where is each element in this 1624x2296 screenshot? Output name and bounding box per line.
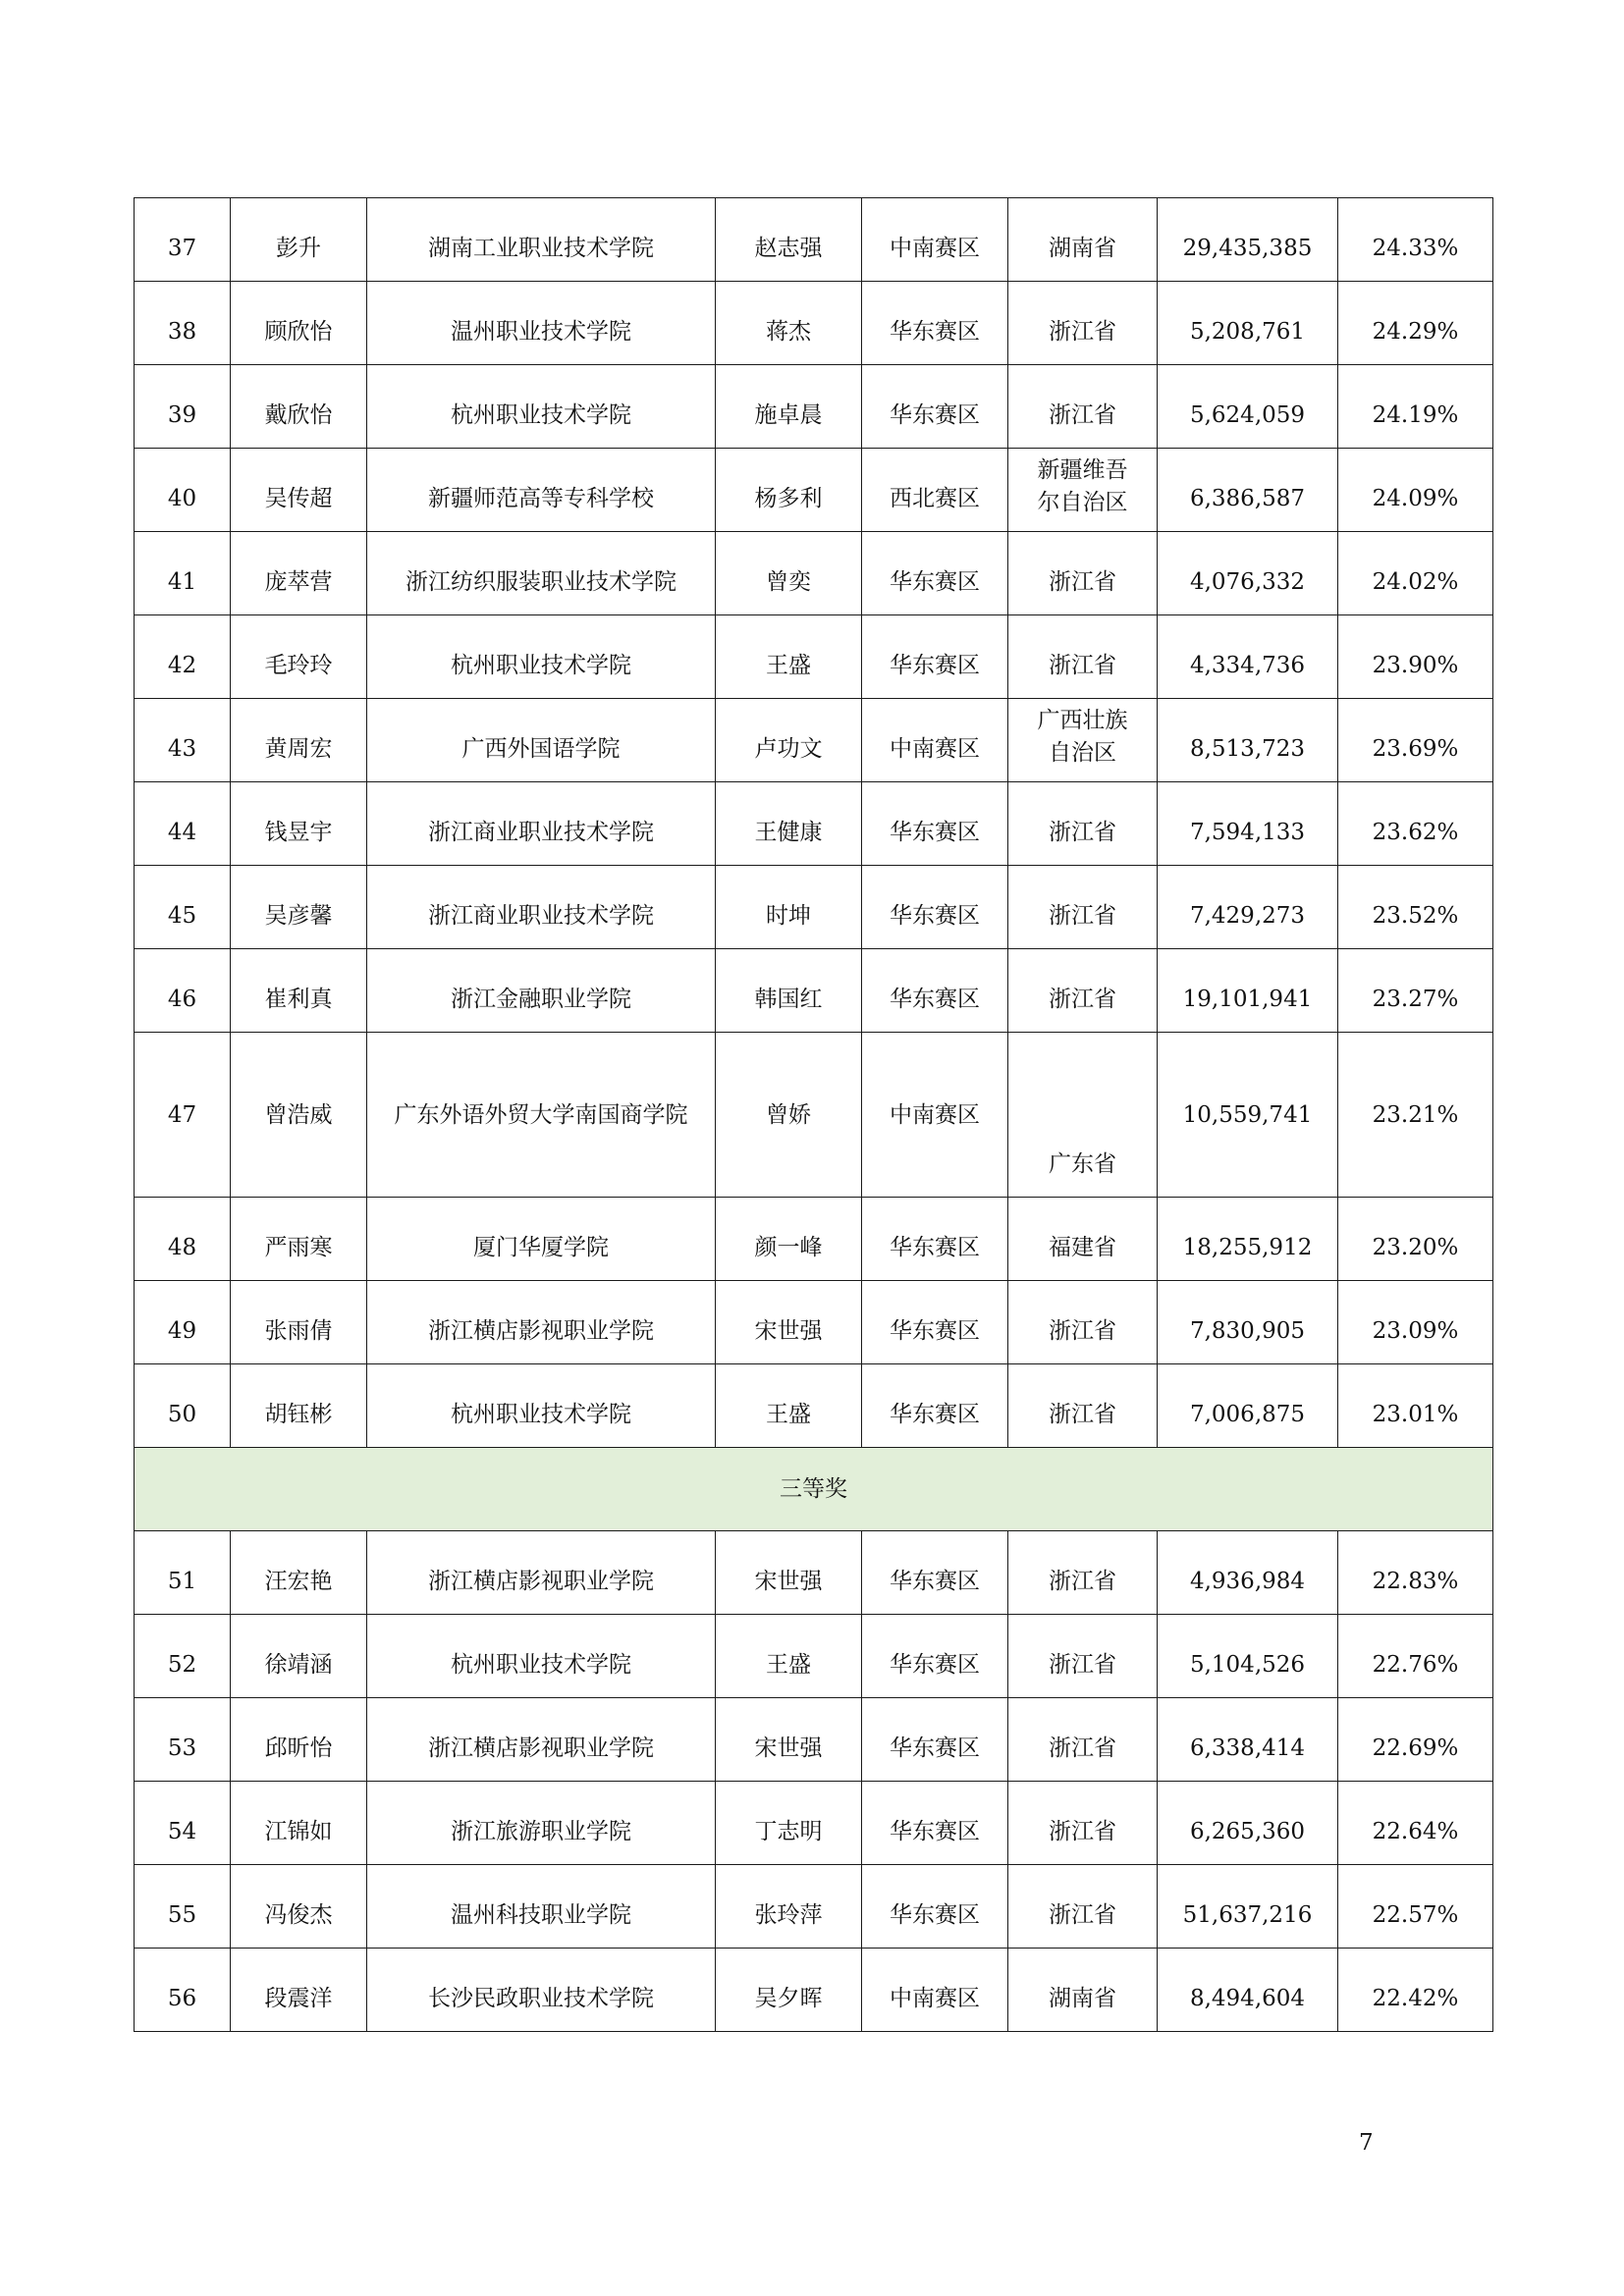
rank-cell: 56 — [135, 1949, 231, 2032]
name-cell: 胡钰彬 — [231, 1364, 367, 1448]
amount-cell: 7,429,273 — [1158, 866, 1338, 949]
table-row — [135, 1865, 1493, 1949]
table-row — [135, 949, 1493, 1033]
table-body-part1 — [135, 198, 1493, 1448]
province-cell: 浙江省 — [1008, 1615, 1158, 1698]
province-cell: 浙江省 — [1008, 782, 1158, 866]
rate-cell: 23.52% — [1338, 866, 1493, 949]
amount-cell: 4,936,984 — [1158, 1531, 1338, 1615]
table-row — [135, 699, 1493, 782]
province-cell: 浙江省 — [1008, 1364, 1158, 1448]
teacher-cell: 颜一峰 — [716, 1198, 862, 1281]
teacher-cell: 丁志明 — [716, 1782, 862, 1865]
rate-cell: 24.09% — [1338, 449, 1493, 532]
school-cell: 浙江横店影视职业学院 — [367, 1531, 716, 1615]
name-cell: 吴彦馨 — [231, 866, 367, 949]
school-cell: 杭州职业技术学院 — [367, 1615, 716, 1698]
rank-cell: 45 — [135, 866, 231, 949]
division-cell: 华东赛区 — [862, 615, 1008, 699]
division-cell: 华东赛区 — [862, 949, 1008, 1033]
province-cell: 浙江省 — [1008, 1698, 1158, 1782]
division-cell: 华东赛区 — [862, 866, 1008, 949]
rate-cell: 22.64% — [1338, 1782, 1493, 1865]
table-row — [135, 198, 1493, 282]
teacher-cell: 王健康 — [716, 782, 862, 866]
table-row — [135, 1615, 1493, 1698]
table-row — [135, 1531, 1493, 1615]
division-cell: 华东赛区 — [862, 1531, 1008, 1615]
name-cell: 彭升 — [231, 198, 367, 282]
name-cell: 江锦如 — [231, 1782, 367, 1865]
division-cell: 华东赛区 — [862, 1698, 1008, 1782]
province-cell: 浙江省 — [1008, 949, 1158, 1033]
rank-cell: 42 — [135, 615, 231, 699]
table-row — [135, 866, 1493, 949]
rate-cell: 22.57% — [1338, 1865, 1493, 1949]
school-cell: 杭州职业技术学院 — [367, 365, 716, 449]
division-cell: 华东赛区 — [862, 282, 1008, 365]
rank-cell: 43 — [135, 699, 231, 782]
teacher-cell: 王盛 — [716, 1615, 862, 1698]
amount-cell: 6,386,587 — [1158, 449, 1338, 532]
rate-cell: 24.29% — [1338, 282, 1493, 365]
teacher-cell: 曾娇 — [716, 1033, 862, 1198]
teacher-cell: 吴夕晖 — [716, 1949, 862, 2032]
rank-cell: 41 — [135, 532, 231, 615]
school-cell: 湖南工业职业技术学院 — [367, 198, 716, 282]
name-cell: 顾欣怡 — [231, 282, 367, 365]
rank-cell: 47 — [135, 1033, 231, 1198]
school-cell: 厦门华厦学院 — [367, 1198, 716, 1281]
school-cell: 杭州职业技术学院 — [367, 1364, 716, 1448]
table-row — [135, 449, 1493, 532]
teacher-cell: 杨多利 — [716, 449, 862, 532]
name-cell: 吴传超 — [231, 449, 367, 532]
teacher-cell: 宋世强 — [716, 1698, 862, 1782]
table-section — [135, 1448, 1493, 1531]
rate-cell: 24.02% — [1338, 532, 1493, 615]
table-row — [135, 1198, 1493, 1281]
name-cell: 段震洋 — [231, 1949, 367, 2032]
name-cell: 邱昕怡 — [231, 1698, 367, 1782]
rank-cell: 46 — [135, 949, 231, 1033]
school-cell: 浙江金融职业学院 — [367, 949, 716, 1033]
province-cell: 广东省 — [1008, 1033, 1158, 1198]
rate-cell: 24.33% — [1338, 198, 1493, 282]
rate-cell: 22.42% — [1338, 1949, 1493, 2032]
amount-cell: 7,006,875 — [1158, 1364, 1338, 1448]
division-cell: 中南赛区 — [862, 1033, 1008, 1198]
rate-cell: 22.76% — [1338, 1615, 1493, 1698]
province-cell: 浙江省 — [1008, 615, 1158, 699]
amount-cell: 10,559,741 — [1158, 1033, 1338, 1198]
table-row — [135, 282, 1493, 365]
table-row — [135, 1033, 1493, 1198]
name-cell: 冯俊杰 — [231, 1865, 367, 1949]
school-cell: 广西外国语学院 — [367, 699, 716, 782]
division-cell: 中南赛区 — [862, 699, 1008, 782]
amount-cell: 6,338,414 — [1158, 1698, 1338, 1782]
rank-cell: 50 — [135, 1364, 231, 1448]
table-row — [135, 782, 1493, 866]
division-cell: 华东赛区 — [862, 1281, 1008, 1364]
school-cell: 温州职业技术学院 — [367, 282, 716, 365]
rate-cell: 23.62% — [1338, 782, 1493, 866]
teacher-cell: 张玲萍 — [716, 1865, 862, 1949]
name-cell: 张雨倩 — [231, 1281, 367, 1364]
division-cell: 华东赛区 — [862, 1364, 1008, 1448]
amount-cell: 5,624,059 — [1158, 365, 1338, 449]
province-cell: 浙江省 — [1008, 532, 1158, 615]
school-cell: 浙江商业职业技术学院 — [367, 782, 716, 866]
division-cell: 华东赛区 — [862, 1782, 1008, 1865]
rank-cell: 39 — [135, 365, 231, 449]
table-row — [135, 1782, 1493, 1865]
section-row — [135, 1448, 1493, 1531]
province-cell: 浙江省 — [1008, 866, 1158, 949]
teacher-cell: 王盛 — [716, 1364, 862, 1448]
school-cell: 浙江商业职业技术学院 — [367, 866, 716, 949]
name-cell: 黄周宏 — [231, 699, 367, 782]
table-row — [135, 365, 1493, 449]
amount-cell: 6,265,360 — [1158, 1782, 1338, 1865]
rank-cell: 54 — [135, 1782, 231, 1865]
table-row — [135, 532, 1493, 615]
school-cell: 浙江旅游职业学院 — [367, 1782, 716, 1865]
table-row — [135, 1698, 1493, 1782]
division-cell: 华东赛区 — [862, 1615, 1008, 1698]
page-number: 7 — [1359, 2130, 1374, 2156]
teacher-cell: 曾奕 — [716, 532, 862, 615]
rank-cell: 38 — [135, 282, 231, 365]
division-cell: 中南赛区 — [862, 198, 1008, 282]
results-table — [134, 197, 1493, 2032]
school-cell: 广东外语外贸大学南国商学院 — [367, 1033, 716, 1198]
amount-cell: 7,594,133 — [1158, 782, 1338, 866]
name-cell: 汪宏艳 — [231, 1531, 367, 1615]
rank-cell: 37 — [135, 198, 231, 282]
province-cell: 浙江省 — [1008, 1531, 1158, 1615]
province-cell: 浙江省 — [1008, 1865, 1158, 1949]
province-cell: 新疆维吾尔自治区 — [1008, 449, 1158, 532]
rate-cell: 23.27% — [1338, 949, 1493, 1033]
amount-cell: 5,104,526 — [1158, 1615, 1338, 1698]
school-cell: 杭州职业技术学院 — [367, 615, 716, 699]
name-cell: 严雨寒 — [231, 1198, 367, 1281]
section-title: 三等奖 — [135, 1448, 1493, 1531]
rate-cell: 22.69% — [1338, 1698, 1493, 1782]
amount-cell: 19,101,941 — [1158, 949, 1338, 1033]
school-cell: 浙江横店影视职业学院 — [367, 1281, 716, 1364]
province-cell: 浙江省 — [1008, 1281, 1158, 1364]
name-cell: 徐靖涵 — [231, 1615, 367, 1698]
rate-cell: 23.20% — [1338, 1198, 1493, 1281]
table-row — [135, 1281, 1493, 1364]
teacher-cell: 王盛 — [716, 615, 862, 699]
division-cell: 华东赛区 — [862, 532, 1008, 615]
table-row — [135, 1949, 1493, 2032]
rate-cell: 22.83% — [1338, 1531, 1493, 1615]
amount-cell: 18,255,912 — [1158, 1198, 1338, 1281]
rate-cell: 23.90% — [1338, 615, 1493, 699]
province-cell: 浙江省 — [1008, 282, 1158, 365]
name-cell: 毛玲玲 — [231, 615, 367, 699]
rank-cell: 53 — [135, 1698, 231, 1782]
amount-cell: 8,513,723 — [1158, 699, 1338, 782]
division-cell: 中南赛区 — [862, 1949, 1008, 2032]
rate-cell: 23.21% — [1338, 1033, 1493, 1198]
name-cell: 庞萃营 — [231, 532, 367, 615]
teacher-cell: 宋世强 — [716, 1281, 862, 1364]
rank-cell: 44 — [135, 782, 231, 866]
rate-cell: 23.01% — [1338, 1364, 1493, 1448]
teacher-cell: 时坤 — [716, 866, 862, 949]
table-body-part2 — [135, 1531, 1493, 2032]
amount-cell: 7,830,905 — [1158, 1281, 1338, 1364]
teacher-cell: 施卓晨 — [716, 365, 862, 449]
school-cell: 温州科技职业学院 — [367, 1865, 716, 1949]
amount-cell: 4,334,736 — [1158, 615, 1338, 699]
division-cell: 华东赛区 — [862, 1865, 1008, 1949]
rank-cell: 49 — [135, 1281, 231, 1364]
school-cell: 新疆师范高等专科学校 — [367, 449, 716, 532]
rank-cell: 48 — [135, 1198, 231, 1281]
name-cell: 戴欣怡 — [231, 365, 367, 449]
table-row — [135, 1364, 1493, 1448]
rate-cell: 23.09% — [1338, 1281, 1493, 1364]
province-cell: 浙江省 — [1008, 365, 1158, 449]
amount-cell: 4,076,332 — [1158, 532, 1338, 615]
teacher-cell: 蒋杰 — [716, 282, 862, 365]
teacher-cell: 韩国红 — [716, 949, 862, 1033]
school-cell: 长沙民政职业技术学院 — [367, 1949, 716, 2032]
rate-cell: 24.19% — [1338, 365, 1493, 449]
rank-cell: 51 — [135, 1531, 231, 1615]
teacher-cell: 赵志强 — [716, 198, 862, 282]
school-cell: 浙江纺织服装职业技术学院 — [367, 532, 716, 615]
name-cell: 钱昱宇 — [231, 782, 367, 866]
province-cell: 浙江省 — [1008, 1782, 1158, 1865]
province-cell: 湖南省 — [1008, 198, 1158, 282]
division-cell: 华东赛区 — [862, 782, 1008, 866]
division-cell: 华东赛区 — [862, 1198, 1008, 1281]
amount-cell: 8,494,604 — [1158, 1949, 1338, 2032]
province-cell: 福建省 — [1008, 1198, 1158, 1281]
rate-cell: 23.69% — [1338, 699, 1493, 782]
amount-cell: 29,435,385 — [1158, 198, 1338, 282]
table-row — [135, 615, 1493, 699]
name-cell: 崔利真 — [231, 949, 367, 1033]
amount-cell: 5,208,761 — [1158, 282, 1338, 365]
province-cell: 湖南省 — [1008, 1949, 1158, 2032]
teacher-cell: 卢功文 — [716, 699, 862, 782]
division-cell: 西北赛区 — [862, 449, 1008, 532]
amount-cell: 51,637,216 — [1158, 1865, 1338, 1949]
division-cell: 华东赛区 — [862, 365, 1008, 449]
name-cell: 曾浩威 — [231, 1033, 367, 1198]
teacher-cell: 宋世强 — [716, 1531, 862, 1615]
rank-cell: 55 — [135, 1865, 231, 1949]
school-cell: 浙江横店影视职业学院 — [367, 1698, 716, 1782]
rank-cell: 40 — [135, 449, 231, 532]
rank-cell: 52 — [135, 1615, 231, 1698]
province-cell: 广西壮族自治区 — [1008, 699, 1158, 782]
